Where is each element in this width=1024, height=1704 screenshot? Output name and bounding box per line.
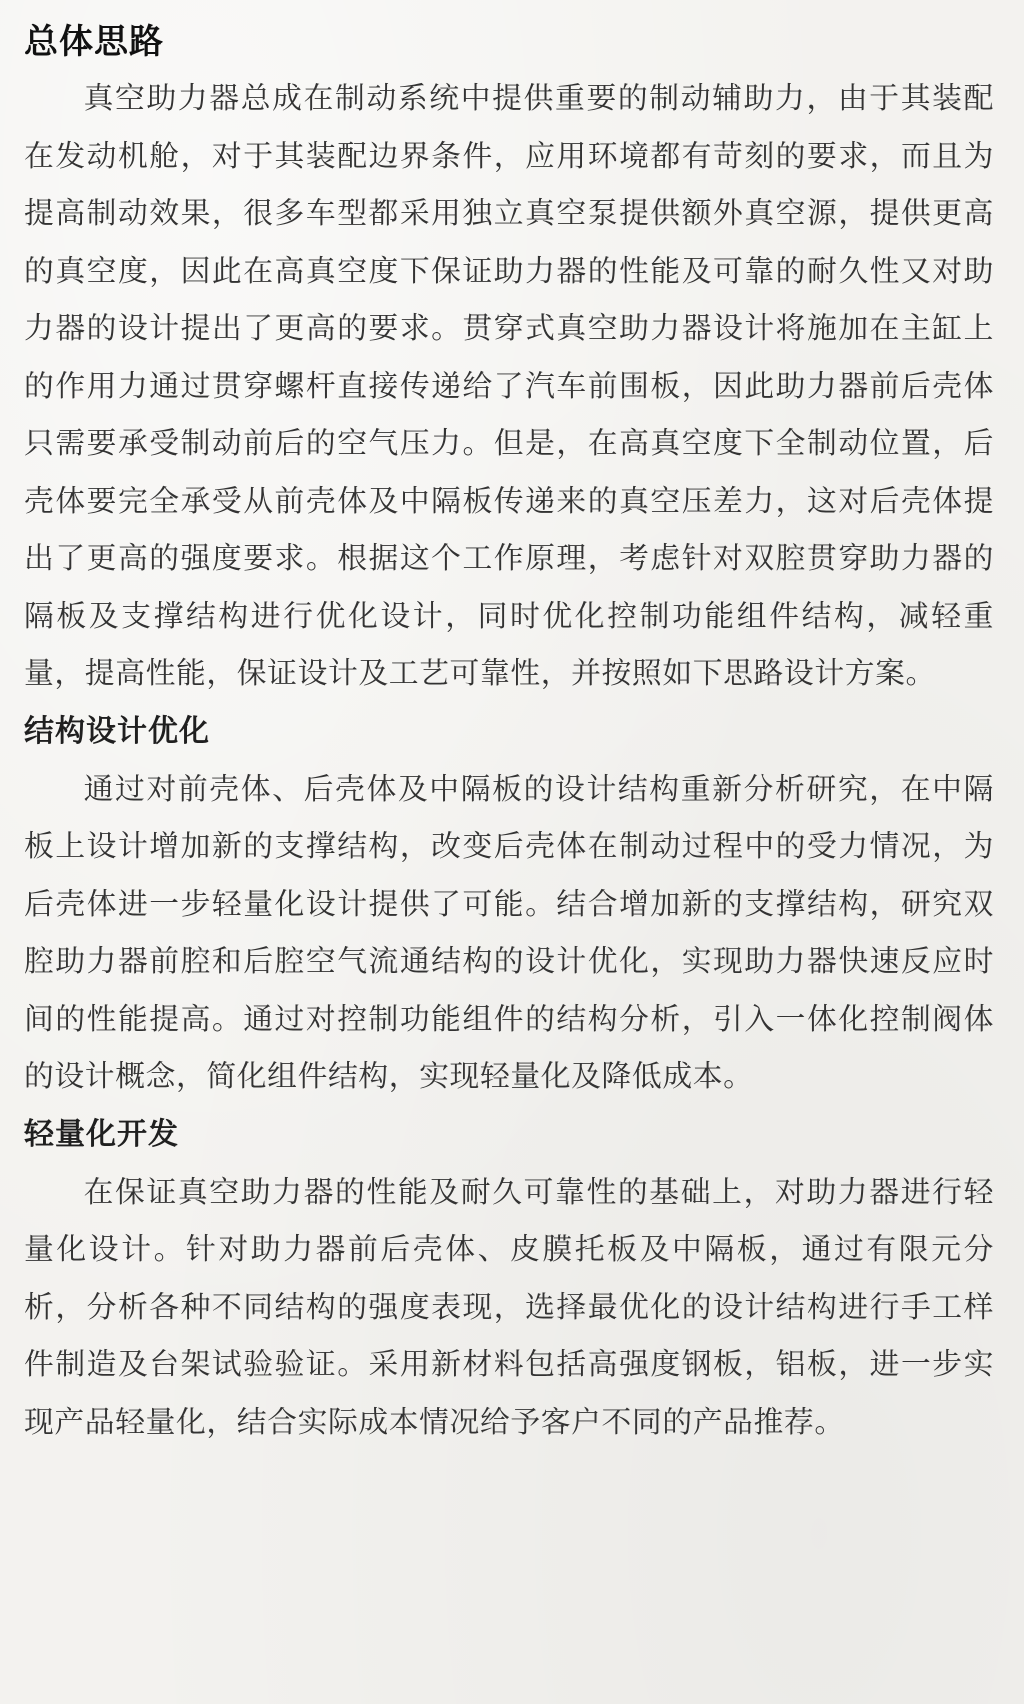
section-lightweight-development (24, 1106, 994, 1452)
section-structural-design-optimization (24, 703, 994, 1106)
section-heading: 总体思路 (24, 22, 164, 62)
section-paragraph: 通过对前壳体、后壳体及中隔板的设计结构重新分析研究，在中隔板上设计增加新的支撑结构，改变后壳体在制动过程中的受力情况，为后壳体进一步轻量化设计提供了可能。结合增加新的支撑结构，研究双腔助力器前腔和后腔空气流通结构的设计优化，实现助力器快速反应时间的性能提高。通过对控制功能组件的结构分析，引入一体化控制阀体的设计概念，简化组件结构，实现轻量化及降低成本。 (24, 771, 994, 1094)
section-heading: 轻量化开发 (24, 1116, 179, 1152)
section-paragraph: 在保证真空助力器的性能及耐久可靠性的基础上，对助力器进行轻量化设计。针对助力器前后壳体、皮膜托板及中隔板，通过有限元分析，分析各种不同结构的强度表现，选择最优化的设计结构进行手工样件制造及台架试验验证。采用新材料包括高强度钢板，铝板，进一步实现产品轻量化，结合实际成本情况给予客户不同的产品推荐。 (24, 1174, 994, 1440)
section-heading: 结构设计优化 (24, 713, 210, 749)
section-overall-approach (24, 14, 994, 703)
section-paragraph: 真空助力器总成在制动系统中提供重要的制动辅助力，由于其装配在发动机舱，对于其装配边界条件，应用环境都有苛刻的要求，而且为提高制动效果，很多车型都采用独立真空泵提供额外真空源，提供更高的真空度，因此在高真空度下保证助力器的性能及可靠的耐久性又对助力器的设计提出了更高的要求。贯穿式真空助力器设计将施加在主缸上的作用力通过贯穿螺杆直接传递给了汽车前围板，因此助力器前后壳体只需要承受制动前后的空气压力。但是，在高真空度下全制动位置，后壳体要完全承受从前壳体及中隔板传递来的真空压差力，这对后壳体提出了更高的强度要求。根据这个工作原理，考虑针对双腔贯穿助力器的隔板及支撑结构进行优化设计，同时优化控制功能组件结构，减轻重量，提高性能，保证设计及工艺可靠性，并按照如下思路设计方案。 (24, 81, 994, 691)
